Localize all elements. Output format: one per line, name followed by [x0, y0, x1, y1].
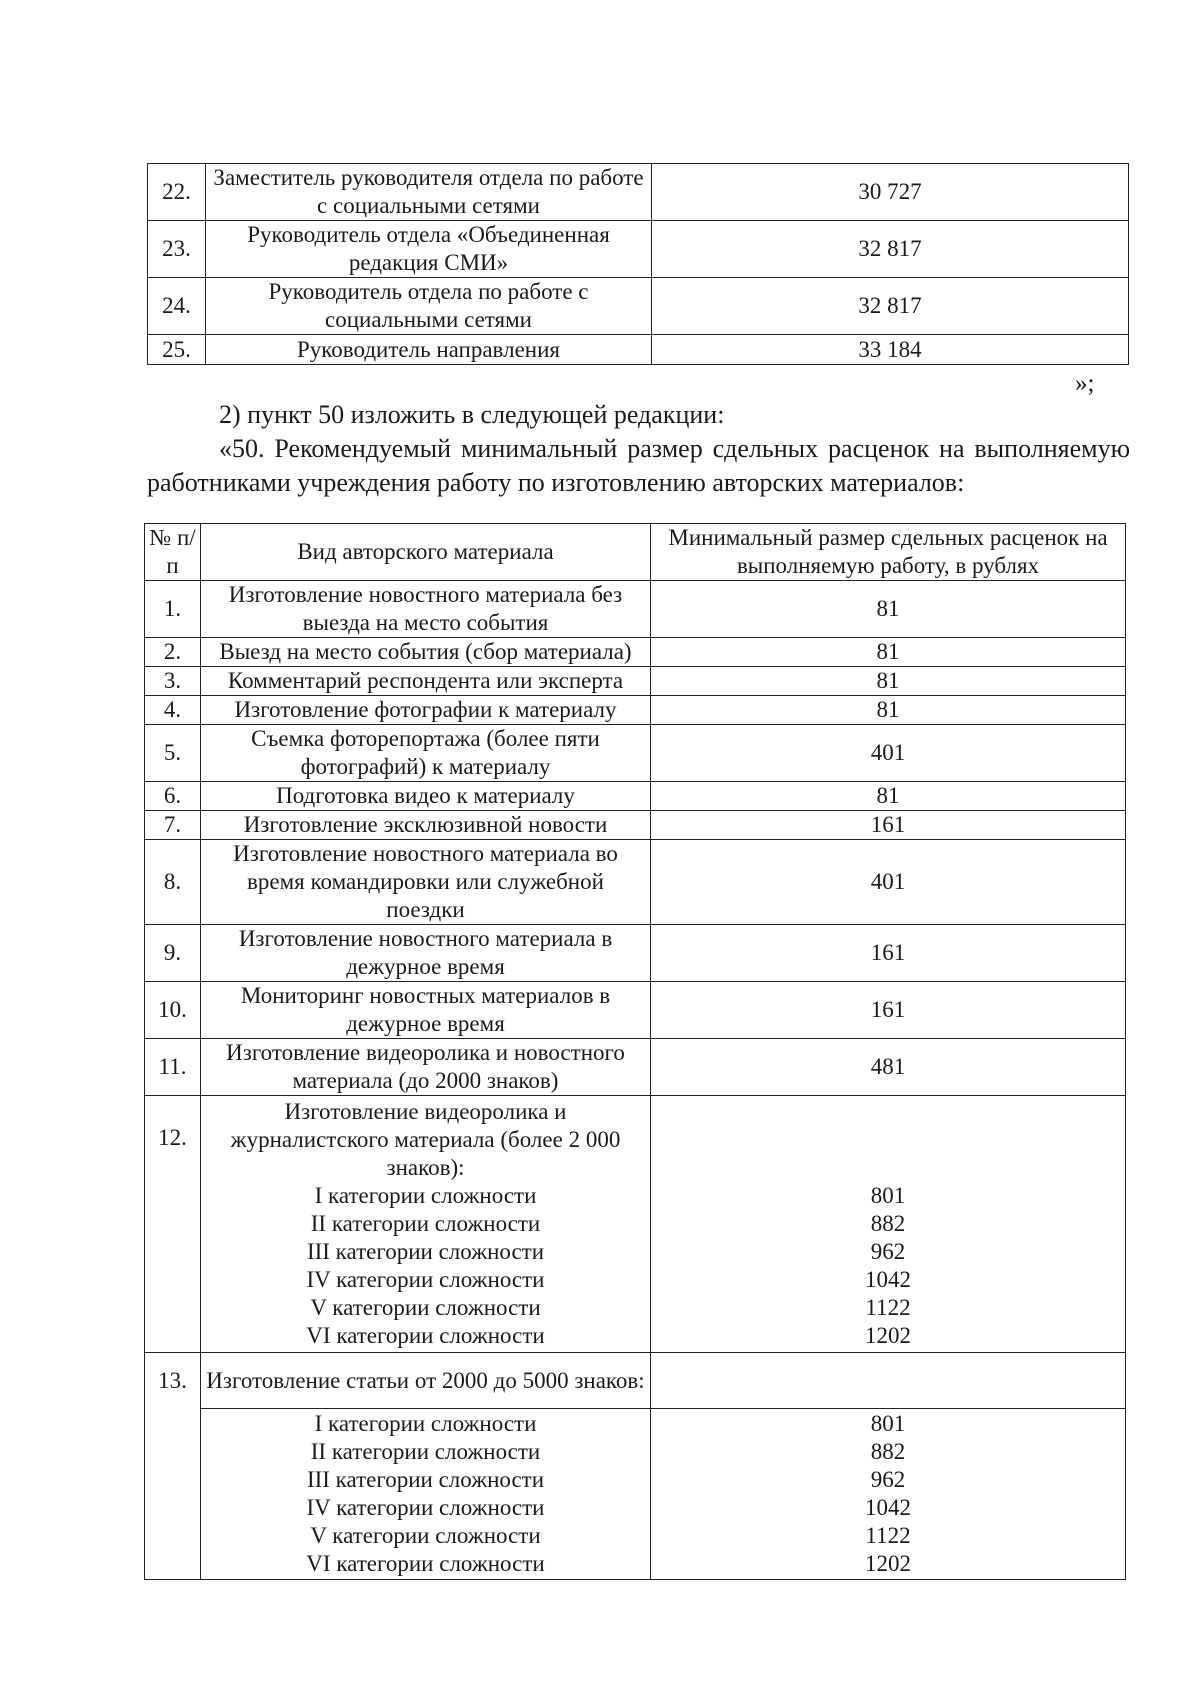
salary-value: 33 184 — [652, 335, 1129, 365]
row-number: 22. — [148, 164, 206, 221]
table-row — [145, 581, 1126, 638]
row-number: 10. — [145, 982, 201, 1039]
row-number: 2. — [145, 638, 201, 667]
category-label: IV категории сложности — [306, 1495, 545, 1520]
row-number: 23. — [148, 221, 206, 278]
row-number: 4. — [145, 696, 201, 725]
category-label: V категории сложности — [310, 1295, 541, 1320]
category-values — [651, 1096, 1126, 1353]
material-type: Изготовление новостного материала без выезда на место события — [201, 581, 651, 638]
material-type-group — [201, 1096, 651, 1353]
rate-value: 1202 — [865, 1323, 911, 1348]
category-label: I категории сложности — [314, 1411, 537, 1436]
category-label: VI категории сложности — [306, 1323, 545, 1348]
table-row — [145, 667, 1126, 696]
table-row — [148, 164, 1129, 221]
rate-value: 882 — [870, 1439, 906, 1464]
rate-value: 481 — [651, 1039, 1126, 1096]
rate-value: 81 — [651, 667, 1126, 696]
rate-value: 401 — [651, 725, 1126, 782]
salary-value: 30 727 — [652, 164, 1129, 221]
table-row — [145, 782, 1126, 811]
table-row — [145, 925, 1126, 982]
category-label: II категории сложности — [310, 1439, 541, 1464]
empty-cell — [651, 1353, 1126, 1409]
row-number: 11. — [145, 1039, 201, 1096]
material-type: Изготовление фотографии к материалу — [201, 696, 651, 725]
rate-value: 81 — [651, 782, 1126, 811]
group-title: Изготовление видеоролика и журналистского материала (более 2 000 знаков): — [230, 1099, 621, 1180]
rate-value: 1122 — [865, 1295, 911, 1320]
group-title: Изготовление статьи от 2000 до 5000 знаков: — [201, 1353, 651, 1409]
rate-value: 1042 — [865, 1267, 911, 1292]
table-row — [148, 221, 1129, 278]
rate-value: 1202 — [865, 1551, 911, 1576]
rate-value: 401 — [651, 840, 1126, 925]
row-number: 3. — [145, 667, 201, 696]
table-row — [145, 696, 1126, 725]
row-number: 9. — [145, 925, 201, 982]
position-title: Руководитель отдела по работе с социальными сетями — [206, 278, 652, 335]
header-material-type: Вид авторского материала — [201, 524, 651, 581]
table-row-with-categories — [145, 1096, 1126, 1353]
header-number: № п/п — [145, 524, 201, 581]
amendment-paragraph: 2) пункт 50 изложить в следующей редакции: — [219, 400, 725, 429]
row-number: 7. — [145, 811, 201, 840]
material-type: Мониторинг новостных материалов в дежурное время — [201, 982, 651, 1039]
table-row-with-categories — [145, 1409, 1126, 1580]
rate-value: 1042 — [865, 1495, 911, 1520]
closing-quote: »; — [1075, 370, 1095, 397]
table-row — [145, 725, 1126, 782]
category-label: V категории сложности — [310, 1523, 541, 1548]
table-row — [148, 278, 1129, 335]
rate-value: 81 — [651, 581, 1126, 638]
category-label: III категории сложности — [306, 1467, 545, 1492]
category-label: VI категории сложности — [306, 1551, 545, 1576]
rate-value: 161 — [651, 925, 1126, 982]
row-number: 24. — [148, 278, 206, 335]
positions-salary-table — [147, 163, 1129, 365]
row-number: 1. — [145, 581, 201, 638]
rate-value: 882 — [870, 1211, 906, 1236]
category-labels — [201, 1409, 651, 1580]
category-label: IV категории сложности — [306, 1267, 545, 1292]
rate-value: 962 — [870, 1239, 906, 1264]
category-label: III категории сложности — [306, 1239, 545, 1264]
category-values — [651, 1409, 1126, 1580]
category-label: II категории сложности — [310, 1211, 541, 1236]
material-type: Изготовление новостного материала в дежурное время — [201, 925, 651, 982]
rate-value: 161 — [651, 811, 1126, 840]
table-row — [145, 840, 1126, 925]
table-row — [145, 982, 1126, 1039]
material-type: Изготовление новостного материала во время командировки или служебной поездки — [201, 840, 651, 925]
table-row — [145, 1039, 1126, 1096]
table-row — [145, 638, 1126, 667]
piece-rates-table — [144, 523, 1126, 1580]
header-rate: Минимальный размер сдельных расценок на выполняемую работу, в рублях — [651, 524, 1126, 581]
position-title: Руководитель направления — [206, 335, 652, 365]
rate-value: 801 — [870, 1411, 906, 1436]
material-type: Выезд на место события (сбор материала) — [201, 638, 651, 667]
row-number: 25. — [148, 335, 206, 365]
rate-value: 161 — [651, 982, 1126, 1039]
material-type: Съемка фоторепортажа (более пяти фотографий) к материалу — [201, 725, 651, 782]
position-title: Руководитель отдела «Объединенная редакция СМИ» — [206, 221, 652, 278]
material-type: Подготовка видео к материалу — [201, 782, 651, 811]
rate-value: 81 — [651, 638, 1126, 667]
rate-value: 801 — [870, 1183, 906, 1208]
table-row — [148, 335, 1129, 365]
salary-value: 32 817 — [652, 278, 1129, 335]
material-type: Комментарий респондента или эксперта — [201, 667, 651, 696]
rate-value: 1122 — [865, 1523, 911, 1548]
material-type: Изготовление эксклюзивной новости — [201, 811, 651, 840]
rate-value: 962 — [870, 1467, 906, 1492]
table-header-row — [145, 524, 1126, 581]
table-row — [145, 811, 1126, 840]
salary-value: 32 817 — [652, 221, 1129, 278]
row-number: 6. — [145, 782, 201, 811]
position-title: Заместитель руководителя отдела по работе с социальными сетями — [206, 164, 652, 221]
row-number: 8. — [145, 840, 201, 925]
rate-value: 81 — [651, 696, 1126, 725]
clause-50-intro: «50. Рекомендуемый минимальный размер сдельных расценок на выполняемую работниками учреждения работу по изготовлению авторских материалов: — [147, 434, 1130, 497]
material-type: Изготовление видеоролика и новостного материала (до 2000 знаков) — [201, 1039, 651, 1096]
row-number: 5. — [145, 725, 201, 782]
row-number: 13. — [145, 1353, 201, 1580]
table-row — [145, 1353, 1126, 1409]
category-label: I категории сложности — [314, 1183, 537, 1208]
row-number: 12. — [145, 1096, 201, 1353]
